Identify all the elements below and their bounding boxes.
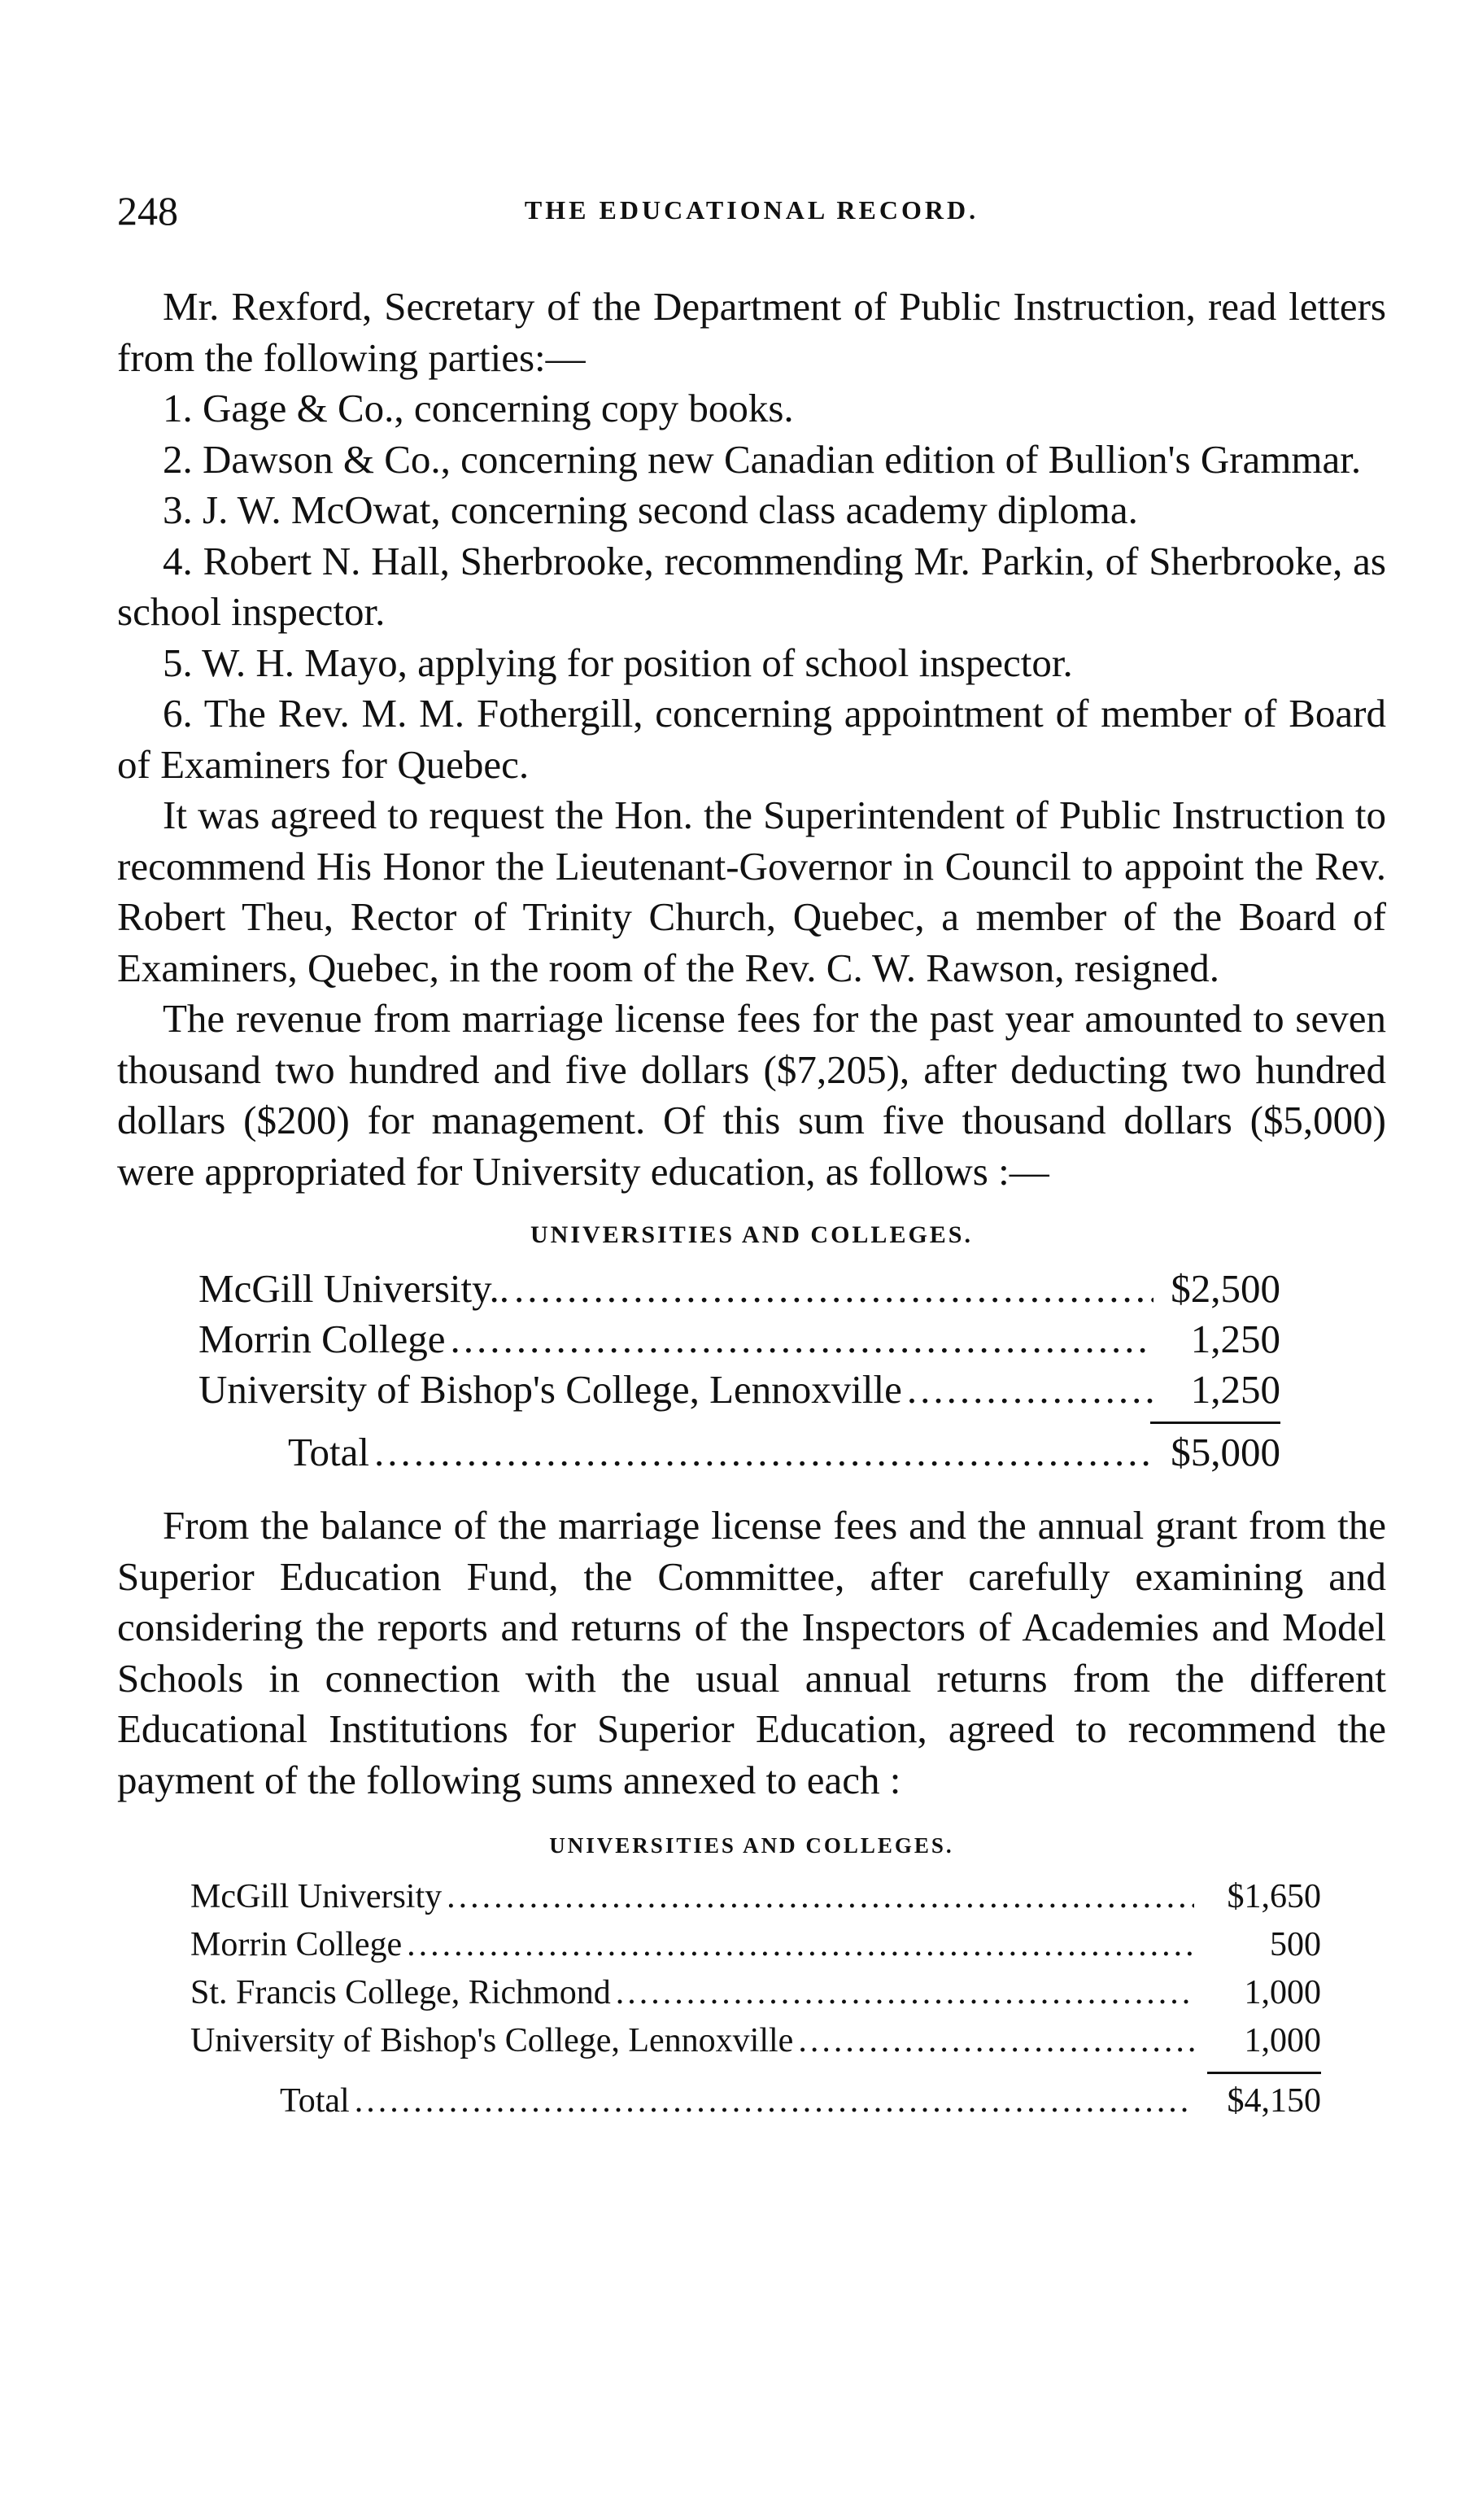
revenue-paragraph: The revenue from marriage license fees for the past year amounted to seven thousand two hundred and five dollars ($7,205), after deducting two hundred dollars ($200) for management. Of this sum five thousand dollars ($5,000) were appropriated for University education, as follows :— — [117, 996, 1386, 1194]
letter-item: 1. Gage & Co., concerning copy books. — [163, 386, 794, 430]
total-amount: $5,000 — [1171, 1430, 1280, 1474]
total-row — [190, 2077, 1321, 2125]
amount: $1,650 — [1227, 1878, 1321, 1915]
leader-dots — [447, 1873, 1194, 1921]
leader-dots — [616, 1969, 1194, 2017]
table-row — [190, 1921, 1321, 1969]
institution-name: University of Bishop's College, Lennoxville — [190, 2022, 794, 2059]
leader-dots — [450, 1314, 1153, 1365]
agreement-paragraph: It was agreed to request the Hon. the Superintendent of Public Instruction to recommend His Honor the Lieutenant-Governor in Council to appoint the Rev. Robert Theu, Rector of Trinity Church, Quebec, a member of the Board of Examiners, Quebec, in the room of the Rev. C. W. Rawson, resigned. — [117, 793, 1386, 990]
amount: 1,000 — [1244, 1974, 1321, 2011]
total-rule — [190, 2072, 1321, 2074]
institution-name: Morrin College — [198, 1317, 446, 1361]
total-row — [198, 1427, 1280, 1478]
leader-dots — [407, 1921, 1194, 1969]
amount: 1,000 — [1244, 2022, 1321, 2059]
leader-dots — [798, 2017, 1194, 2065]
journal-title: THE EDUCATIONAL RECORD. — [524, 195, 979, 225]
appropriation-table — [198, 1264, 1280, 1478]
table-row — [198, 1314, 1280, 1365]
table-row — [198, 1365, 1280, 1415]
table-row — [190, 1873, 1321, 1921]
institution-name: McGill University — [190, 1878, 443, 1915]
amount: 1,250 — [1190, 1367, 1280, 1412]
total-rule — [198, 1422, 1280, 1424]
total-amount: $4,150 — [1227, 2082, 1321, 2120]
table1-heading: UNIVERSITIES AND COLLEGES. — [530, 1221, 973, 1248]
institution-name: University of Bishop's College, Lennoxville — [198, 1367, 902, 1412]
page-number: 248 — [117, 188, 178, 234]
leader-dots — [907, 1365, 1153, 1415]
amount: 1,250 — [1190, 1317, 1280, 1361]
institution-name: St. Francis College, Richmond — [190, 1974, 611, 2011]
letter-item: 3. J. W. McOwat, concerning second class academy diploma. — [163, 487, 1138, 532]
total-label: Total — [288, 1430, 369, 1474]
institution-name: Morrin College — [190, 1926, 403, 1963]
leader-dots — [355, 2077, 1194, 2125]
letters-list — [117, 383, 1386, 790]
table-row — [198, 1264, 1280, 1314]
amount: 500 — [1270, 1926, 1321, 1963]
running-head — [117, 187, 1386, 244]
leader-dots — [514, 1264, 1153, 1314]
letter-item: 4. Robert N. Hall, Sherbrooke, recommending Mr. Parkin, of Sherbrooke, as school inspector. — [117, 538, 1386, 634]
amount: $2,500 — [1171, 1266, 1280, 1311]
total-label: Total — [280, 2082, 350, 2120]
table-row — [190, 1969, 1321, 2017]
opening-paragraph: Mr. Rexford, Secretary of the Department of Public Instruction, read letters from the following parties:— — [117, 284, 1386, 380]
table-row — [190, 2017, 1321, 2065]
letter-item: 2. Dawson & Co., concerning new Canadian edition of Bullion's Grammar. — [163, 436, 1362, 482]
balance-paragraph: From the balance of the marriage license fees and the annual grant from the Superior Education Fund, the Committee, after carefully examining and considering the reports and returns of the Inspectors of Academies and Model Schools in connection with the usual annual returns from the different Educational Institutions for Superior Education, agreed to recommend the payment of the following sums annexed to each : — [117, 1503, 1386, 1802]
document-page — [117, 187, 1386, 2125]
table2-heading: UNIVERSITIES AND COLLEGES. — [549, 1833, 954, 1858]
leader-dots — [374, 1427, 1153, 1478]
letter-item: 5. W. H. Mayo, applying for position of school inspector. — [163, 640, 1073, 685]
letter-item: 6. The Rev. M. M. Fothergill, concerning appointment of member of Board of Examiners for Quebec. — [117, 691, 1386, 787]
grants-table — [190, 1873, 1321, 2125]
institution-name: McGill University.. — [198, 1266, 509, 1311]
